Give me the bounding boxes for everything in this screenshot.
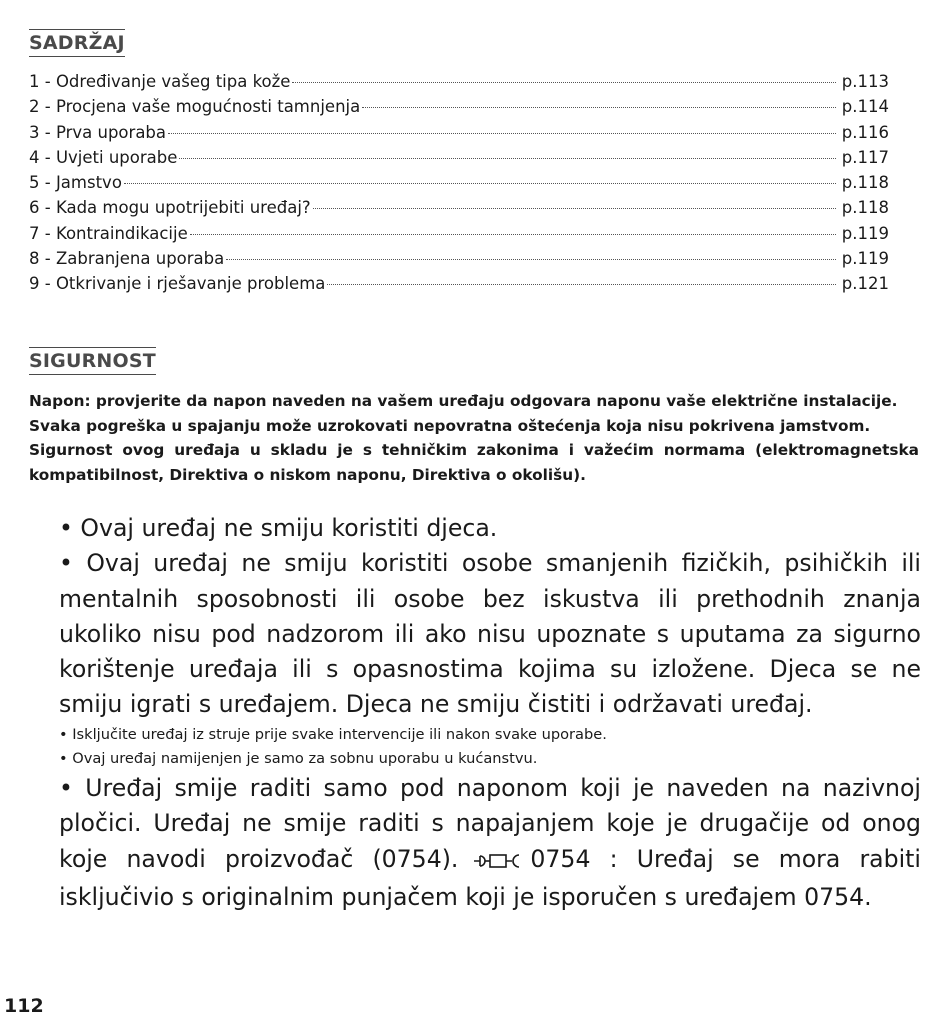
toc-entry (29, 148, 889, 173)
safety-heading: SIGURNOST (29, 350, 156, 375)
toc-entry-label: 2 - Procjena vaše mogućnosti tamnjenja (29, 97, 361, 117)
bullet-household: • Ovaj uređaj namijenjen je samo za sobnu uporabu u kućanstvu. (59, 749, 538, 767)
toc-entry-page: p.118 (841, 198, 889, 218)
toc-leader-dots (292, 82, 835, 83)
toc-entry-label: 8 - Zabranjena uporaba (29, 249, 225, 269)
toc-entry (29, 173, 889, 198)
voltage-warning (29, 389, 919, 487)
toc-entry (29, 249, 889, 274)
toc-entry (29, 123, 889, 148)
toc-entry (29, 274, 889, 299)
charger-plug-icon (472, 845, 522, 880)
bullet-voltage (59, 771, 921, 915)
bullet-unplug: • Isključite uređaj iz struje prije svake intervencije ili nakon svake uporabe. (59, 725, 607, 743)
toc-entry-label: 5 - Jamstvo (29, 173, 122, 193)
toc-leader-dots (179, 158, 835, 159)
toc-leader-dots (226, 259, 836, 260)
table-of-contents (29, 72, 889, 300)
toc-entry (29, 198, 889, 223)
toc-entry-label: 7 - Kontraindikacije (29, 223, 188, 243)
toc-entry-page: p.119 (841, 223, 889, 243)
bullet-voltage-text: • Uređaj smije raditi samo pod naponom koji je naveden na nazivnoj pločici. Uređaj ne smije raditi s napajanjem koje je drugačije od onog koje navodi proizvođač (0754). (59, 774, 921, 873)
bullet-voltage-text-end: 0754 : Uređaj se mora rabiti isključivio s originalnim punjačem koji je isporučen s uređajem 0754. (59, 844, 921, 912)
toc-entry-page: p.121 (841, 274, 889, 294)
voltage-warning-line: Napon: provjerite da napon naveden na vašem uređaju odgovara naponu vaše električne instalacije. (29, 392, 898, 410)
toc-entry-page: p.118 (841, 173, 889, 193)
toc-leader-dots (313, 208, 836, 209)
toc-entry-label: 3 - Prva uporaba (29, 122, 167, 142)
toc-leader-dots (362, 107, 836, 108)
bullet-children: • Ovaj uređaj ne smiju koristiti djeca. (59, 514, 498, 542)
voltage-warning-line: Svaka pogreška u spajanju može uzrokovati nepovratna oštećenja koja nisu pokrivena jamstvom. (29, 416, 871, 435)
voltage-warning-line: Sigurnost ovog uređaja u skladu je s tehničkim zakonima i važećim normama (elektromagnetska kompatibilnost, Direktiva o niskom naponu, Direktiva o okolišu). (29, 441, 919, 484)
toc-entry-label: 6 - Kada mogu upotrijebiti uređaj? (29, 198, 311, 218)
toc-entry-page: p.119 (841, 249, 889, 269)
toc-leader-dots (168, 133, 836, 134)
toc-leader-dots (190, 234, 836, 235)
toc-entry-label: 9 - Otkrivanje i rješavanje problema (29, 274, 326, 294)
toc-entry-page: p.116 (841, 122, 889, 142)
contents-heading: SADRŽAJ (29, 32, 125, 57)
toc-entry-label: 4 - Uvjeti uporabe (29, 147, 178, 167)
bullet-persons: • Ovaj uređaj ne smiju koristiti osobe smanjenih fizičkih, psihičkih ili mentalnih sposobnosti ili osobe bez iskustva ili prethodnih znanja ukoliko nisu pod nadzorom ili ako nisu upoznate s uputama za sigurno korištenje uređaja ili s opasnostima kojima su izložene. Djeca se ne smiju igrati s uređajem. Djeca ne smiju čistiti i održavati uređaj. (59, 549, 921, 719)
toc-entry-page: p.117 (841, 147, 889, 167)
toc-entry (29, 72, 889, 97)
toc-entry-page: p.114 (841, 97, 889, 117)
toc-entry (29, 224, 889, 249)
toc-entry-label: 1 - Određivanje vašeg tipa kože (29, 72, 291, 91)
toc-entry (29, 97, 889, 122)
toc-leader-dots (124, 183, 836, 184)
safety-bullet-list (59, 511, 921, 915)
toc-leader-dots (327, 284, 835, 285)
toc-entry-page: p.113 (841, 72, 889, 91)
page-number: 112 (4, 995, 44, 1017)
